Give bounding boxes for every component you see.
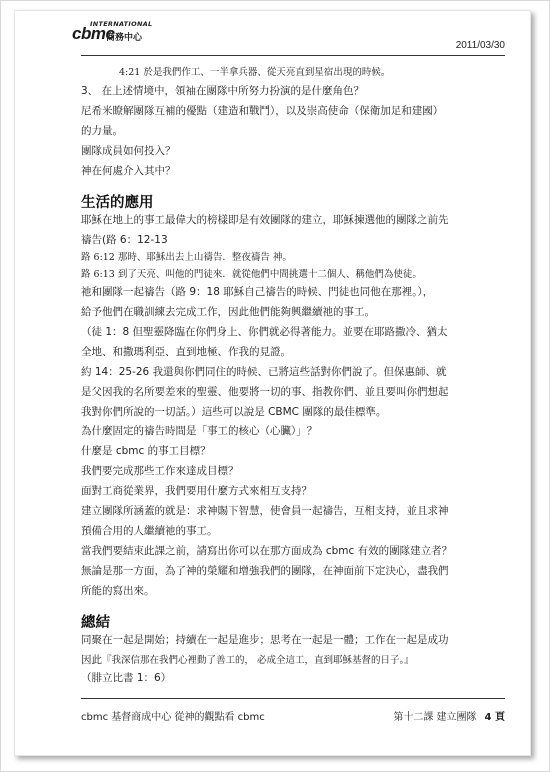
- paragraph-line: 祂和團隊一起禱告（路 9：18 耶穌自己禱告的時候、門徒也同他在那裡。），: [81, 286, 434, 298]
- scripture-reference: （腓立比書 1：6）: [81, 672, 172, 684]
- header-date: 2011/03/30: [455, 40, 505, 51]
- footer-lesson-title: 第十二課 建立團隊: [393, 712, 477, 723]
- paragraph-line: 同聚在一起是開始；持續在一起是進步；思考在一起是一體；工作在一起是成功: [81, 634, 449, 646]
- question-line: 團隊成員如何投入？: [81, 145, 176, 157]
- footer-left-text: cbmc 基督商成中心 從神的觀點看 cbmc: [81, 712, 265, 723]
- header-divider: [81, 55, 505, 56]
- scripture-quote: 『我深信那在我們心裡動了善工的， 必成全這工，直到耶穌基督的日子。』: [102, 655, 414, 666]
- paragraph-line: 禱告(路 6：12-13: [81, 234, 168, 246]
- paragraph-line: 建立團隊所涵蓋的就是：求神賜下智慧，使會員一起禱告，互相支持，並且求神: [81, 505, 449, 517]
- logo-chinese-text: 商務中心: [106, 33, 143, 43]
- paragraph-line: 的力量。: [81, 125, 123, 137]
- question-line: 什麼是 cbmc 的事工目標？: [81, 445, 211, 457]
- logo-cbmc-text: cbmc: [72, 24, 115, 43]
- paragraph-prefix: 因此: [81, 654, 102, 666]
- section-heading-summary: 總結: [81, 615, 110, 631]
- section-heading-application: 生活的應用: [81, 195, 154, 211]
- paragraph-line: 給予他們在職訓練去完成工作，因此他們能夠興繼續祂的事工。: [81, 306, 375, 318]
- scripture-line: 4:21 於是我們作工、一半拿兵器、從天亮直到星宿出現的時候。: [119, 67, 391, 78]
- paragraph-line: 耶穌在地上的事工最偉大的榜樣即是有效團隊的建立，耶穌揀選他的團隊之前先: [81, 214, 449, 226]
- question-3: 3、 在上述情境中，領袖在團隊中所努力扮演的是什麼角色？: [81, 85, 365, 97]
- paragraph-line: 無論是那一方面，為了神的榮耀和增強我們的團隊，在神面前下定決心，盡我們: [81, 565, 449, 577]
- cbmc-logo: [72, 20, 152, 52]
- paragraph-line: 約 14：25-26 我還與你們同住的時候、已將這些話對你們說了。但保惠師、就: [81, 366, 447, 378]
- question-line: 神在何處介入其中？: [81, 165, 176, 177]
- footer-page-number: 4 頁: [484, 712, 505, 723]
- paragraph-line: 預備合用的人繼續祂的事工。: [81, 525, 218, 537]
- scripture-line: 路 6:12 那時、耶穌出去上山禱告．整夜禱告 神。: [81, 252, 292, 263]
- paragraph-line: 是父因我的名所要差來的聖靈、他要將一切的事、指教你們、並且要叫你們想起: [81, 386, 449, 398]
- question-line: 為什麼固定的禱告時間是「事工的核心（心臟）」？: [81, 425, 318, 437]
- footer-divider: [81, 698, 505, 699]
- paragraph-line: 尼希米瞭解團隊互補的優點（建造和戰鬥），以及崇高使命（保衛加足和建國）: [81, 105, 444, 117]
- paragraph-line: （徒 1：8 但聖靈降臨在你們身上、你們就必得著能力。並要在耶路撒冷、猶太: [81, 326, 448, 338]
- paragraph-line: 我對你們所說的一切話。）這些可以說是 CBMC 團隊的最佳標準。: [81, 406, 387, 418]
- paragraph-line: [81, 653, 414, 668]
- logo-international-text: INTERNATIONAL: [90, 20, 153, 28]
- paragraph-line: 當我們要結束此課之前，請寫出你可以在那方面成為 cbmc 有效的團隊建立者？: [81, 545, 453, 557]
- paragraph-line: 全地、和撒瑪利亞、直到地極、作我的見證。: [81, 346, 291, 358]
- question-line: 我們要完成那些工作來達成目標？: [81, 465, 239, 477]
- question-line: 面對工商從業界，我們要用什麼方式來相互支持？: [81, 485, 312, 497]
- scripture-line: 路 6:13 到了天亮、叫他的門徒來．就從他們中間挑選十二個人、稱他們為使徒。: [81, 269, 422, 280]
- paragraph-line: 所能的寫出來。: [81, 585, 155, 597]
- footer-right: [393, 708, 505, 723]
